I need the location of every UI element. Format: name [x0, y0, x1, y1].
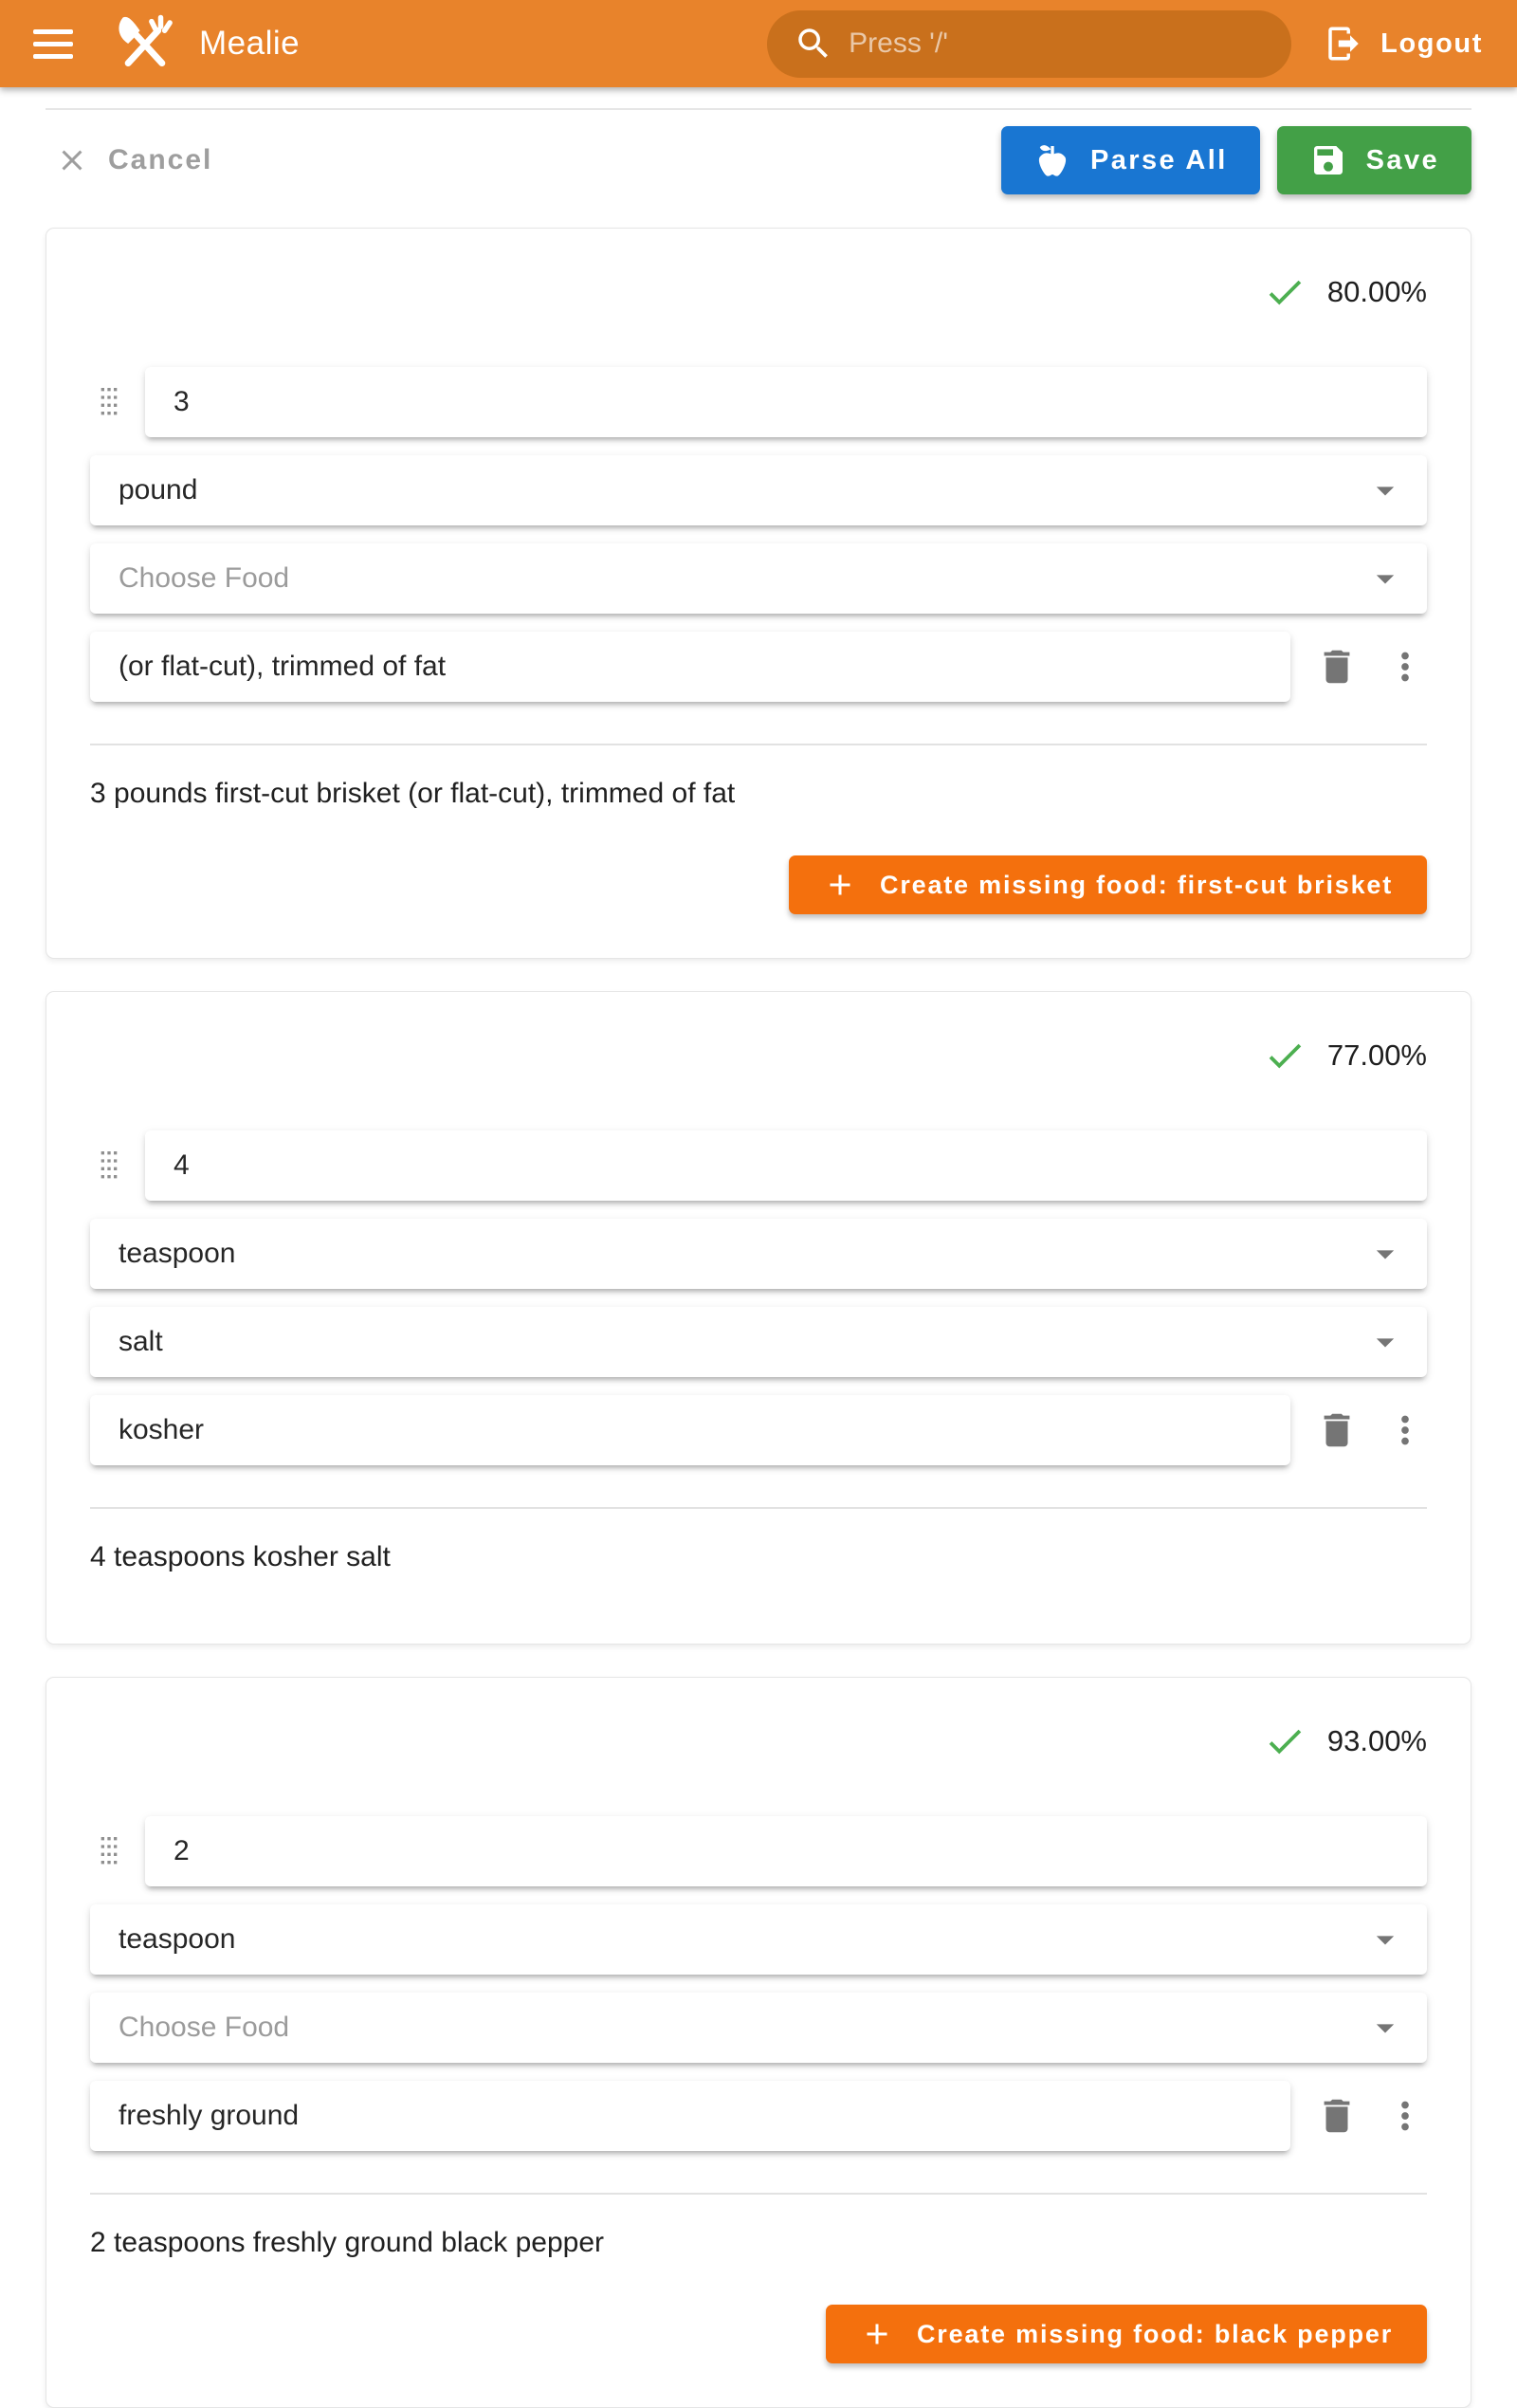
chevron-down-icon — [1364, 1321, 1406, 1363]
more-menu-button[interactable] — [1383, 645, 1427, 689]
ingredient-parser-page — [0, 108, 1517, 2408]
menu-icon[interactable] — [25, 15, 82, 72]
create-missing-food-label: Create missing food: first-cut brisket — [880, 870, 1393, 899]
trash-icon — [1315, 1408, 1359, 1452]
notes-value: freshly ground — [119, 2100, 300, 2131]
notes-input[interactable] — [90, 632, 1290, 702]
chevron-down-icon — [1364, 1233, 1406, 1275]
divider — [90, 1507, 1427, 1509]
amount-row — [90, 367, 1427, 437]
quantity-input[interactable] — [145, 1130, 1427, 1201]
quantity-value: 4 — [174, 1149, 190, 1181]
notes-input[interactable] — [90, 1395, 1290, 1465]
parse-all-label: Parse All — [1090, 144, 1228, 175]
quantity-input[interactable] — [145, 1816, 1427, 1886]
trash-icon — [1315, 2094, 1359, 2138]
check-icon — [1263, 1719, 1307, 1763]
apple-icon — [1033, 141, 1071, 179]
notes-value: kosher — [119, 1414, 205, 1445]
ingredient-card — [46, 991, 1471, 1645]
chevron-down-icon — [1364, 469, 1406, 511]
app-bar — [0, 0, 1517, 87]
save-button[interactable] — [1277, 126, 1471, 194]
search-input[interactable] — [767, 10, 1291, 78]
kebab-icon — [1383, 2094, 1427, 2138]
amount-row — [90, 1816, 1427, 1886]
unit-value: teaspoon — [119, 1238, 236, 1269]
actions-row — [46, 125, 1471, 195]
confidence-value: 77.00% — [1326, 1039, 1427, 1072]
confidence-value: 80.00% — [1326, 275, 1427, 308]
search-icon — [794, 24, 833, 64]
notes-input[interactable] — [90, 2081, 1290, 2151]
more-menu-button[interactable] — [1383, 1408, 1427, 1452]
plus-icon — [823, 868, 857, 902]
kebab-icon — [1383, 1408, 1427, 1452]
search-placeholder: Press '/' — [849, 28, 948, 59]
check-icon — [1263, 270, 1307, 314]
food-select[interactable] — [90, 1993, 1427, 2063]
delete-button[interactable] — [1315, 645, 1359, 689]
chevron-down-icon — [1364, 558, 1406, 599]
divider — [46, 108, 1471, 110]
amount-row — [90, 1130, 1427, 1201]
quantity-input[interactable] — [145, 367, 1427, 437]
kebab-icon — [1383, 645, 1427, 689]
original-ingredient-text: 4 teaspoons kosher salt — [90, 1541, 391, 1572]
notes-value: (or flat-cut), trimmed of fat — [119, 651, 447, 682]
save-icon — [1309, 141, 1347, 179]
more-menu-button[interactable] — [1383, 2094, 1427, 2138]
original-ingredient-text: 3 pounds first-cut brisket (or flat-cut), trimmed of fat — [90, 778, 736, 809]
delete-button[interactable] — [1315, 2094, 1359, 2138]
logout-label: Logout — [1380, 28, 1483, 59]
cancel-label: Cancel — [108, 144, 213, 175]
check-icon — [1263, 1034, 1307, 1077]
chevron-down-icon — [1364, 2007, 1406, 2049]
divider — [90, 744, 1427, 745]
confidence-badge — [90, 1034, 1427, 1077]
unit-select[interactable] — [90, 455, 1427, 525]
unit-select[interactable] — [90, 1904, 1427, 1975]
delete-button[interactable] — [1315, 1408, 1359, 1452]
original-ingredient-text: 2 teaspoons freshly ground black pepper — [90, 2227, 605, 2258]
unit-value: pound — [119, 474, 198, 505]
confidence-badge — [90, 1719, 1427, 1763]
create-row — [90, 855, 1427, 914]
food-placeholder: Choose Food — [119, 562, 290, 594]
logout-button[interactable] — [1318, 14, 1489, 73]
notes-row — [90, 632, 1427, 702]
create-missing-food-button[interactable] — [826, 2305, 1427, 2363]
notes-row — [90, 2081, 1427, 2151]
trash-icon — [1315, 645, 1359, 689]
notes-row — [90, 1395, 1427, 1465]
chevron-down-icon — [1364, 1919, 1406, 1960]
confidence-badge — [90, 270, 1427, 314]
cancel-button[interactable] — [46, 136, 222, 185]
drag-handle-icon[interactable] — [90, 380, 128, 424]
create-row — [90, 2305, 1427, 2363]
create-missing-food-button[interactable] — [789, 855, 1427, 914]
mealie-logo-icon — [114, 12, 176, 75]
confidence-value: 93.00% — [1326, 1724, 1427, 1757]
food-placeholder: Choose Food — [119, 2012, 290, 2043]
create-missing-food-label: Create missing food: black pepper — [917, 2319, 1393, 2348]
save-label: Save — [1365, 144, 1439, 175]
close-icon — [55, 143, 89, 177]
ingredient-card — [46, 228, 1471, 959]
unit-select[interactable] — [90, 1219, 1427, 1289]
quantity-value: 3 — [174, 386, 190, 417]
drag-handle-icon[interactable] — [90, 1829, 128, 1873]
plus-icon — [860, 2317, 894, 2351]
app-title: Mealie — [199, 25, 301, 62]
food-value: salt — [119, 1326, 163, 1357]
parse-all-button[interactable] — [1001, 126, 1260, 194]
food-select[interactable] — [90, 543, 1427, 614]
drag-handle-icon[interactable] — [90, 1144, 128, 1187]
divider — [90, 2193, 1427, 2195]
logout-icon — [1324, 24, 1363, 64]
food-select[interactable] — [90, 1307, 1427, 1377]
ingredient-card — [46, 1677, 1471, 2408]
unit-value: teaspoon — [119, 1923, 236, 1955]
quantity-value: 2 — [174, 1835, 190, 1866]
